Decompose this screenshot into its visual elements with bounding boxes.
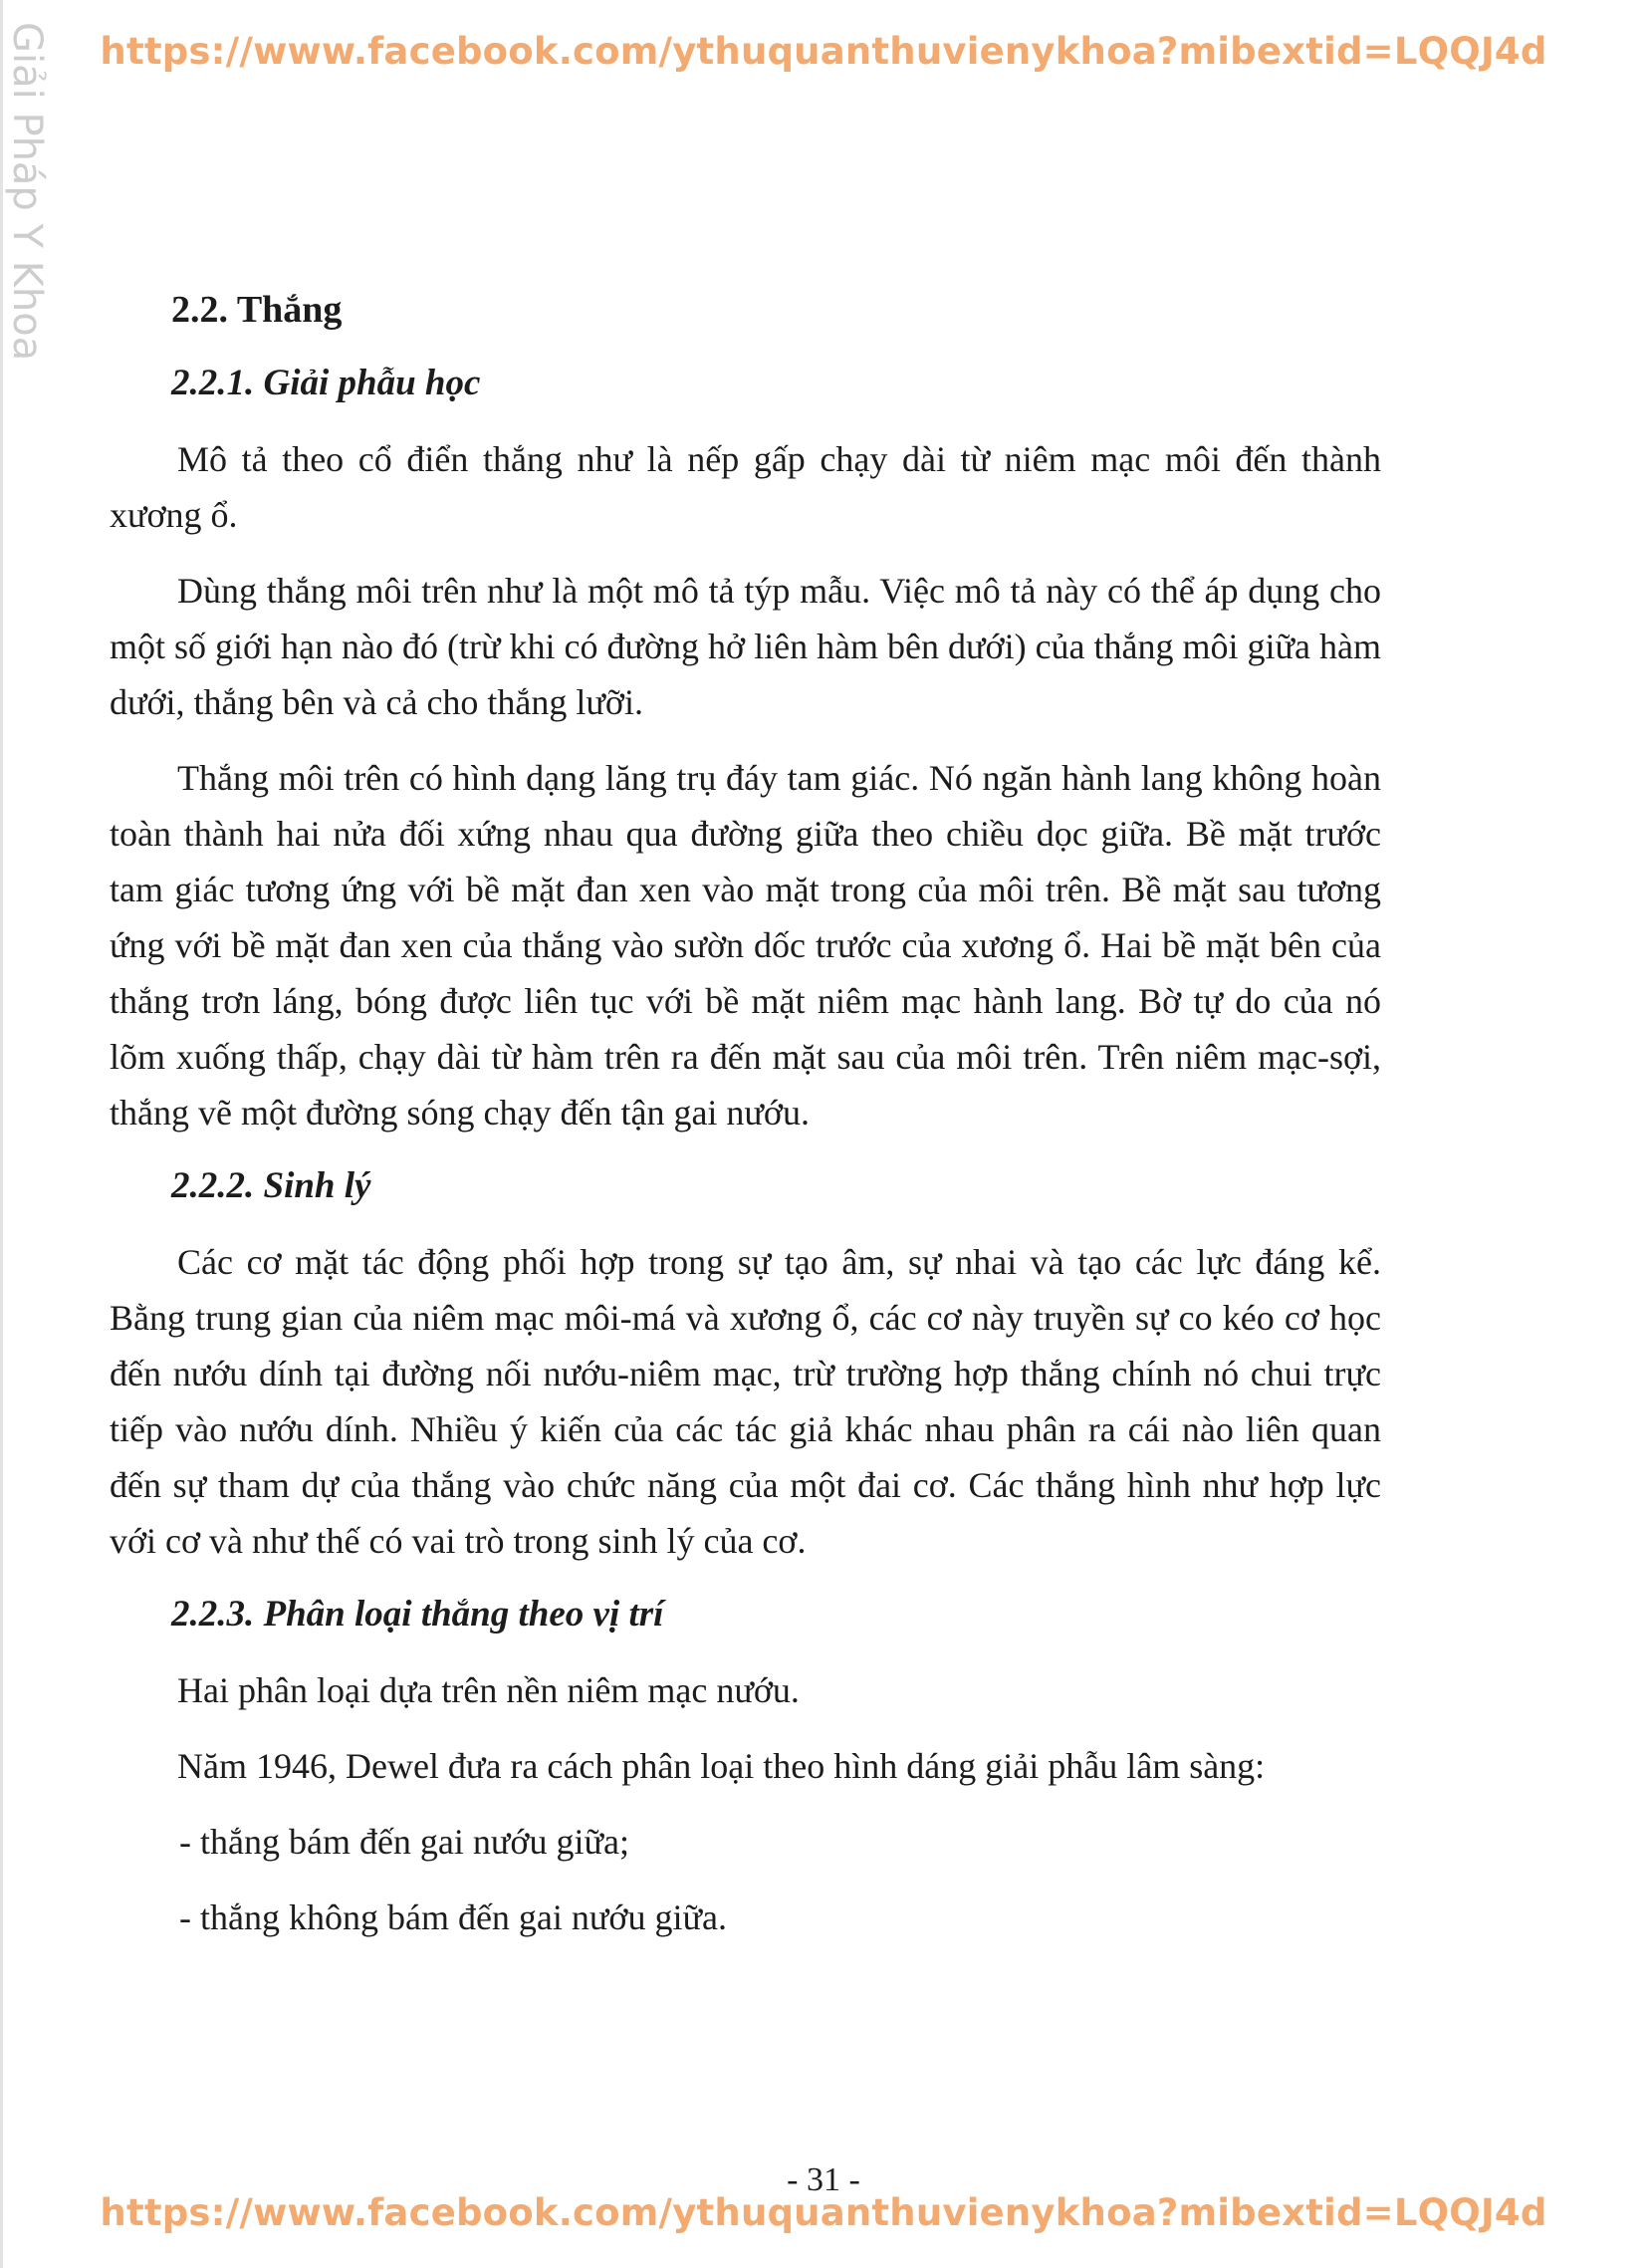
watermark-text: Giải Pháp Y Khoa [4, 22, 50, 362]
paragraph: Dùng thắng môi trên như là một mô tả týp mẫu. Việc mô tả này có thể áp dụng cho một số giới hạn nào đó (trừ khi có đường hở liên hàm bên dưới) của thắng môi giữa hàm dưới, thắng bên và cả cho thắng lưỡi. [110, 571, 1381, 722]
list-item: - thắng bám đến gai nướu giữa; [179, 1822, 629, 1862]
paragraph: Các cơ mặt tác động phối hợp trong sự tạo âm, sự nhai và tạo các lực đáng kể. Bằng trung gian của niêm mạc môi-má và xương ổ, các cơ này truyền sự co kéo cơ học đến nướu dính tại đường nối nướu-niêm mạc, trừ trường hợp thắng chính nó chui trực tiếp vào nướu dính. Nhiều ý kiến của các tác giả khác nhau phân ra cái nào liên quan đến sự tham dự của thắng vào chức năng của một đai cơ. Các thắng hình như hợp lực với cơ và như thế có vai trò trong sinh lý của cơ. [110, 1242, 1381, 1561]
page-number: - 31 - [787, 2161, 860, 2198]
subsection-title-physiology: 2.2.2. Sinh lý [171, 1165, 371, 1206]
list-item: - thắng không bám đến gai nướu giữa. [179, 1897, 727, 1937]
paragraph: Năm 1946, Dewel đưa ra cách phân loại theo hình dáng giải phẫu lâm sàng: [177, 1746, 1266, 1786]
footer-url[interactable]: https://www.facebook.com/ythuquanthuvienykhoa?mibextid=LQQJ4d [100, 2191, 1547, 2234]
section-title: 2.2. Thắng [171, 289, 343, 331]
scan-edge [0, 0, 3, 2268]
header-url[interactable]: https://www.facebook.com/ythuquanthuvienykhoa?mibextid=LQQJ4d [100, 30, 1547, 73]
subsection-title-anatomy: 2.2.1. Giải phẫu học [171, 363, 481, 403]
paragraph: Thắng môi trên có hình dạng lăng trụ đáy tam giác. Nó ngăn hành lang không hoàn toàn thành hai nửa đối xứng nhau qua đường giữa theo chiều dọc giữa. Bề mặt trước tam giác tương ứng với bề mặt đan xen vào mặt trong của môi trên. Bề mặt sau tương ứng với bề mặt đan xen của thắng vào sườn dốc trước của xương ổ. Hai bề mặt bên của thắng trơn láng, bóng được liên tục với bề mặt niêm mạc hành lang. Bờ tự do của nó lõm xuống thấp, chạy dài từ hàm trên ra đến mặt sau của môi trên. Trên niêm mạc-sợi, thắng vẽ một đường sóng chạy đến tận gai nướu. [110, 758, 1381, 1133]
paragraph: Mô tả theo cổ điển thắng như là nếp gấp chạy dài từ niêm mạc môi đến thành xương ổ. [110, 439, 1381, 535]
subsection-title-classification: 2.2.3. Phân loại thắng theo vị trí [171, 1594, 664, 1635]
page-content [110, 284, 1381, 1965]
paragraph: Hai phân loại dựa trên nền niêm mạc nướu. [177, 1670, 800, 1710]
